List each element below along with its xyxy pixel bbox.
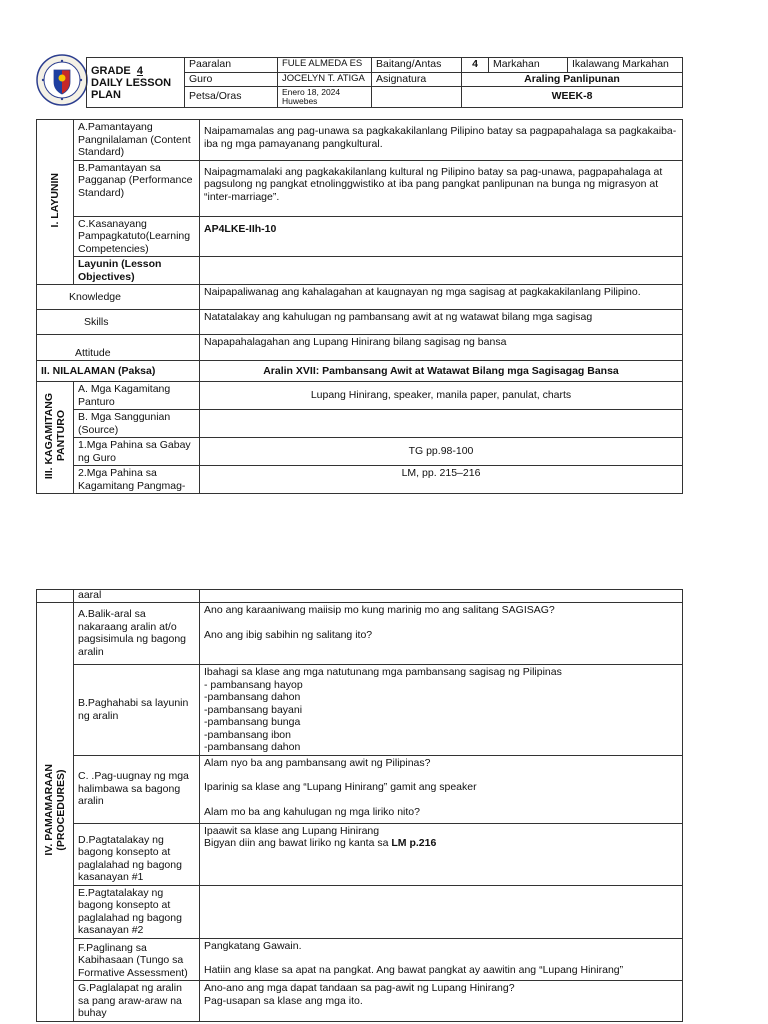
nilalaman-value: Aralin XVII: Pambansang Awit at Watawat Bilang mga Sagisagag Bansa — [200, 361, 683, 382]
attitude-value: Napapahalagahan ang Lupang Hinirang bilang sagisag ng bansa — [200, 335, 683, 361]
pamamaraan-a-line1: Ano ang karaaniwang maiisip mo kung marinig mo ang salitang SAGISAG? — [204, 604, 555, 616]
pamamaraan-d-label: D.Pagtatalakay ng bagong konsepto at paglalahad ng bagong kasanayan #1 — [74, 823, 200, 885]
competencies-value: AP4LKE-IIh-10 — [200, 216, 683, 257]
kagamitan-d-label: 2.Mga Pahina sa Kagamitang Pangmag- — [74, 466, 200, 494]
kagamitan-section-label: III. KAGAMITANG PANTURO — [43, 392, 67, 479]
markahan-value: Ikalawang Markahan — [568, 58, 683, 73]
week-value: WEEK-8 — [462, 87, 683, 108]
asignatura-label: Asignatura — [372, 72, 462, 87]
pamamaraan-section-label: IV. PAMAMARAAN (PROCEDURES) — [43, 764, 67, 857]
pamamaraan-d-line1: Ipaawit sa klase ang Lupang Hinirang — [204, 824, 380, 837]
pamamaraan-f-line2: Hatiin ang klase sa apat na pangkat. Ang bawat pangkat ay aawitin ang “Lupang Hinirang” — [204, 964, 624, 976]
pamamaraan-c-line3: Alam mo ba ang kahulugan ng mga liriko nito? — [204, 805, 420, 818]
guro-label: Guro — [185, 72, 278, 87]
petsa-label: Petsa/Oras — [185, 87, 278, 108]
skills-label: Skills — [37, 310, 200, 335]
content-standard-value: Naipamamalas ang pag-unawa sa pagkakakilanlang Pilipino batay sa pagpapahalaga sa pagkakaiba-iba ng mga pamayanang pangkultural. — [200, 120, 683, 161]
lesson-plan-table-page2 — [36, 589, 683, 1022]
knowledge-value: Naipapaliwanag ang kahalagahan at kaugnayan ng mga sagisag at pagkakakilanlang Pilipino. — [200, 285, 683, 310]
kagamitan-b-value — [200, 410, 683, 438]
pamamaraan-d-value — [200, 823, 683, 885]
petsa-value: Enero 18, 2024 Huwebes — [278, 87, 372, 108]
baitang-value: 4 — [462, 58, 489, 73]
performance-standard-value: Naipagmamalaki ang pagkakakilanlang kultural ng Pilipino batay sa pag-unawa, pagpapahalaga at pagsulong ng pangkat etnolinggwistiko at iba pang pangkat panlipunan na bunga ng migrasyon at “inter-marriage”. — [200, 160, 683, 216]
skills-value: Natatalakay ang kahulugan ng pambansang awit at ng watawat bilang mga sagisag — [200, 310, 683, 335]
pamamaraan-c-line1: Alam nyo ba ang pambansang awit ng Pilipinas? — [204, 756, 431, 769]
pamamaraan-g-label: G.Paglalapat ng aralin sa pang araw-araw na buhay — [74, 981, 200, 1022]
markahan-label: Markahan — [489, 58, 568, 73]
pamamaraan-c-line2: Iparinig sa klase ang “Lupang Hinirang” gamit ang speaker — [204, 781, 477, 793]
grade-block — [87, 58, 185, 108]
dll-title-line1: DAILY LESSON — [91, 76, 172, 89]
pamamaraan-g-value — [200, 981, 683, 1022]
pamamaraan-f-value — [200, 938, 683, 981]
empty-cell — [372, 87, 462, 108]
pamamaraan-c-value — [200, 755, 683, 823]
objectives-label: Layunin (Lesson Objectives) — [74, 257, 200, 285]
guro-value: JOCELYN T. ATIGA — [278, 72, 372, 87]
grade-label: GRADE — [91, 64, 131, 77]
pamamaraan-a-value — [200, 603, 683, 665]
pamamaraan-e-value — [200, 885, 683, 938]
pamamaraan-a-label: A.Balik-aral sa nakaraang aralin at/o pagsisimula ng bagong aralin — [74, 603, 200, 665]
kagamitan-c-label: 1.Mga Pahina sa Gabay ng Guro — [74, 438, 200, 466]
paaralan-value: FULE ALMEDA ES — [278, 58, 372, 73]
dll-title-line2: PLAN — [91, 88, 121, 101]
layunin-section-label: I. LAYUNIN — [49, 173, 61, 228]
pamamaraan-d-line2 — [204, 837, 678, 850]
pamamaraan-b-value: Ibahagi sa klase ang mga natutunang mga pambansang sagisag ng Pilipinas - pambansang hayop -pambansang dahon -pambansang bayani -pambansang bunga -pambansang ibon -pambansang dahon — [200, 665, 683, 756]
pamamaraan-d-line2-text: Bigyan diin ang bawat liriko ng kanta sa — [204, 837, 392, 849]
pamamaraan-f-line1: Pangkatang Gawain. — [204, 939, 302, 952]
nilalaman-label: II. NILALAMAN (Paksa) — [37, 361, 200, 382]
pamamaraan-e-label: E.Pagtatalakay ng bagong konsepto at paglalahad ng bagong kasanayan #2 — [74, 885, 200, 938]
pamamaraan-section — [37, 603, 74, 1022]
pamamaraan-b-label: B.Paghahabi sa layunin ng aralin — [74, 665, 200, 756]
continued-label: aaral — [74, 590, 200, 603]
pamamaraan-c-label: C. .Pag-uugnay ng mga halimbawa sa bagong aralin — [74, 755, 200, 823]
kagamitan-section — [37, 382, 74, 494]
continued-value — [200, 590, 683, 603]
kagamitan-a-label: A. Mga Kagamitang Panturo — [74, 382, 200, 410]
pamamaraan-g-line1: Ano-ano ang mga dapat tandaan sa pag-awit ng Lupang Hinirang? — [204, 982, 515, 994]
objectives-value — [200, 257, 683, 285]
pamamaraan-g-line2: Pag-usapan sa klase ang mga ito. — [204, 994, 363, 1007]
knowledge-label: Knowledge — [37, 285, 200, 310]
pamamaraan-d-line2-bold: LM p.216 — [391, 837, 437, 849]
content-standard-label: A.Pamantayang Pangnilalaman (Content Standard) — [74, 120, 200, 161]
lesson-plan-table-page1 — [36, 119, 683, 494]
pamamaraan-f-label: F.Paglinang sa Kabihasaan (Tungo sa Formative Assessment) — [74, 938, 200, 981]
kagamitan-c-value: TG pp.98-100 — [200, 438, 683, 466]
asignatura-value: Araling Panlipunan — [462, 72, 683, 87]
header-table — [86, 57, 683, 108]
baitang-label: Baitang/Antas — [372, 58, 462, 73]
grade-value: 4 — [136, 64, 143, 77]
deped-seal-logo — [36, 54, 88, 106]
pamamaraan-a-line2: Ano ang ibig sabihin ng salitang ito? — [204, 628, 373, 641]
paaralan-label: Paaralan — [185, 58, 278, 73]
kagamitan-a-value: Lupang Hinirang, speaker, manila paper, panulat, charts — [200, 382, 683, 410]
kagamitan-b-label: B. Mga Sanggunian (Source) — [74, 410, 200, 438]
layunin-section — [37, 120, 74, 285]
continued-empty-cell — [37, 590, 74, 603]
competencies-label: C.Kasanayang Pampagkatuto(Learning Competencies) — [74, 216, 200, 257]
kagamitan-d-value: LM, pp. 215–216 — [200, 466, 683, 494]
attitude-label: Attitude — [37, 335, 200, 361]
performance-standard-label: B.Pamantayan sa Pagganap (Performance Standard) — [74, 160, 200, 216]
